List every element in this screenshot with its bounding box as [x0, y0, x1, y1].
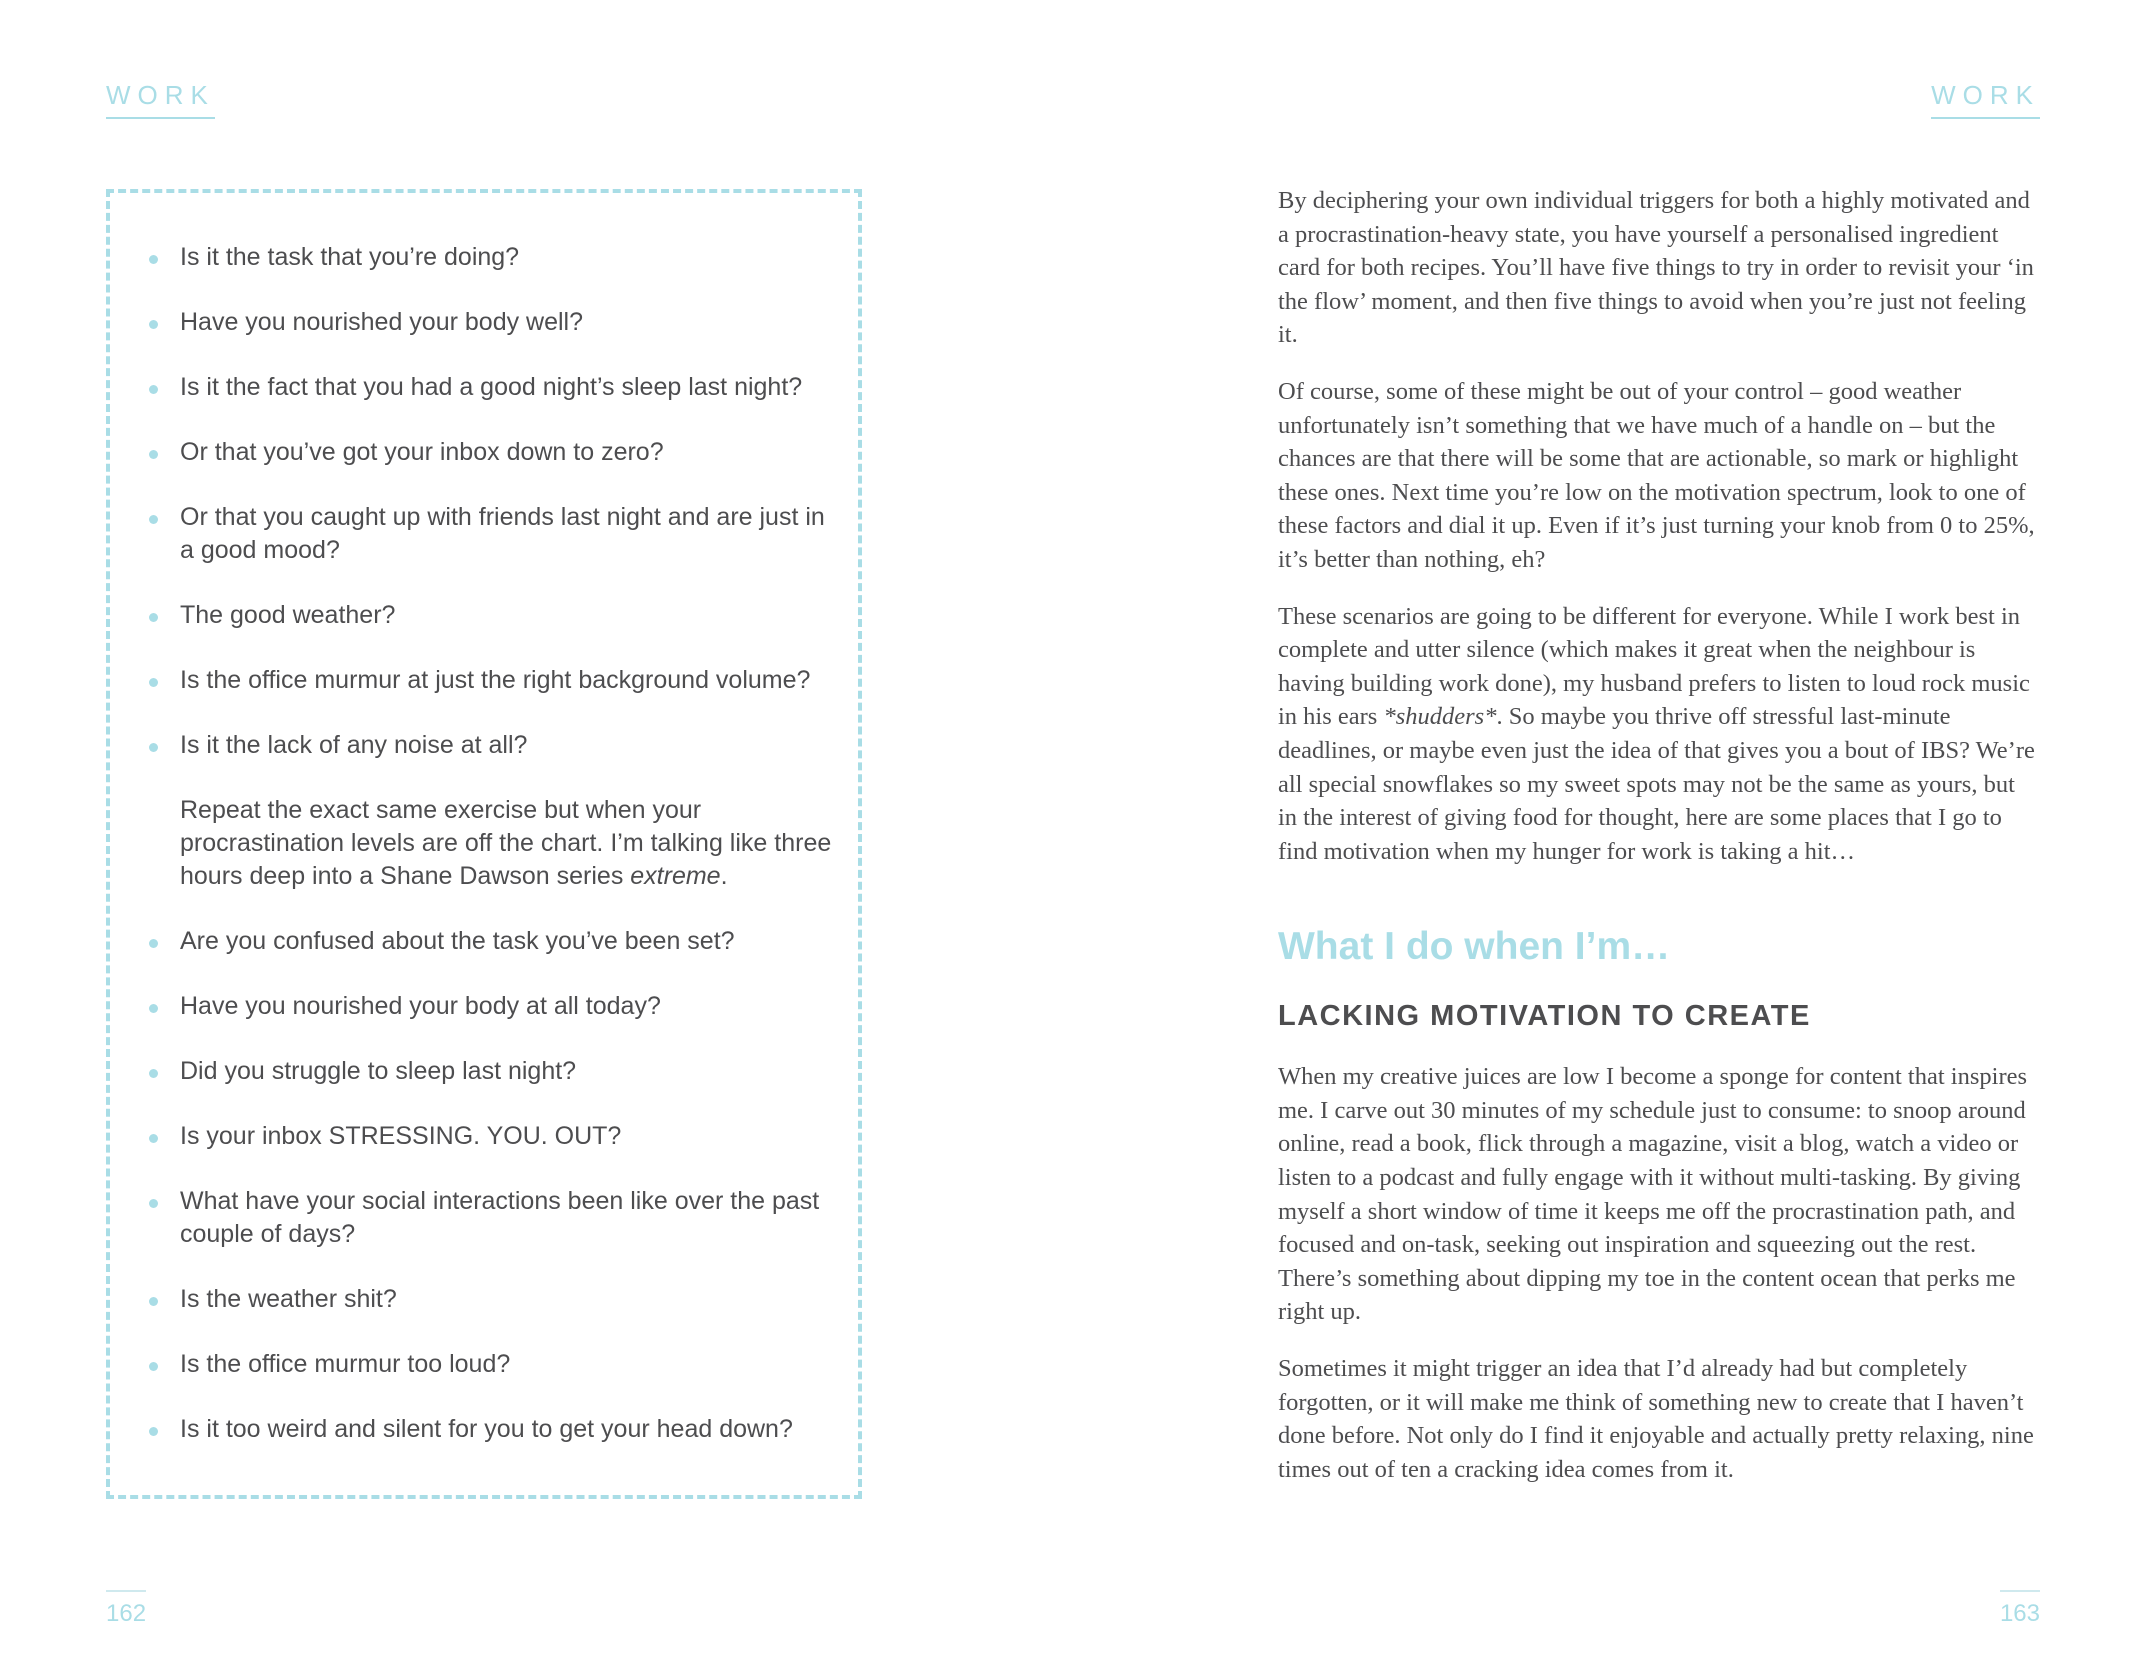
- bullet-icon: [149, 255, 158, 264]
- italic-text: extreme: [630, 862, 721, 890]
- checklist-item-text: What have your social interactions been like over the past couple of days?: [180, 1187, 820, 1248]
- checklist-item: [144, 664, 834, 697]
- checklist: [144, 241, 834, 1478]
- checklist-item-text: Is it the fact that you had a good night’s sleep last night?: [180, 373, 803, 401]
- checklist-item-text: The good weather?: [180, 601, 396, 629]
- checklist-note: [144, 794, 834, 893]
- checklist-item-text: Is the office murmur at just the right background volume?: [180, 666, 811, 694]
- bullet-icon: [149, 1134, 158, 1143]
- checklist-item: [144, 306, 834, 339]
- checklist-item-text: .: [720, 862, 728, 890]
- bullet-icon: [149, 939, 158, 948]
- paragraph: By deciphering your own individual triggers for both a highly motivated and a procrastination-heavy state, you have yourself a personalised ingredient card for both recipes. You’ll have five things to try in order to revisit your ‘in the flow’ moment, and then five things to avoid when you’re just not feeling it.: [1278, 187, 2034, 349]
- paragraph: Sometimes it might trigger an idea that I’d already had but completely forgotten, or it will make me think of something new to create that I haven’t done before. Not only do I find it enjoyable and actually pretty relaxing, nine times out of ten a cracking idea comes from it.: [1278, 1355, 2034, 1483]
- checklist-item-text: Is it too weird and silent for you to get your head down?: [180, 1415, 793, 1443]
- checklist-box: [106, 189, 862, 1499]
- checklist-item: [144, 1185, 834, 1251]
- page-number-right: 163: [2000, 1590, 2040, 1628]
- checklist-item-text: Is your inbox STRESSING. YOU. OUT?: [180, 1122, 622, 1150]
- checklist-item: [144, 599, 834, 632]
- checklist-item-text: Are you confused about the task you’ve been set?: [180, 927, 735, 955]
- bullet-icon: [149, 450, 158, 459]
- page-number-left: 162: [106, 1590, 146, 1628]
- bullet-icon: [149, 320, 158, 329]
- checklist-item-text: Is the weather shit?: [180, 1285, 397, 1313]
- bullet-icon: [149, 515, 158, 524]
- bullet-icon: [149, 1069, 158, 1078]
- body-text-column: [1278, 184, 2038, 1509]
- checklist-item-text: Or that you’ve got your inbox down to zero?: [180, 438, 664, 466]
- checklist-item-text: Is it the task that you’re doing?: [180, 243, 520, 271]
- checklist-item: [144, 925, 834, 958]
- checklist-item-text: Or that you caught up with friends last night and are just in a good mood?: [180, 503, 825, 564]
- paragraph-text: These scenarios are going to be different for everyone. While I work best in complete and utter silence (which makes it great when the neighbour is having building work done), my husband prefers to listen to loud rock music in his ears: [1278, 602, 2030, 731]
- checklist-item: [144, 1055, 834, 1088]
- paragraph-text: . So maybe you thrive off stressful last-minute deadlines, or maybe even just the idea of that gives you a bout of IBS? We’re all special snowflakes so my sweet spots may not be the same as yours, but in the interest of giving food for thought, here are some places that I go to find motivation when my hunger for work is taking a hit…: [1278, 703, 2035, 865]
- paragraph: When my creative juices are low I become a sponge for content that inspires me. I carve out 30 minutes of my schedule just to consume: to snoop around online, read a book, flick through a magazine, visit a blog, watch a video or listen to a podcast and fully engage with it without multi-tasking. By giving myself a short window of time it keeps me off the procrastination path, and focused and on-task, seeking out inspiration and squeezing out the rest. There’s something about dipping my toe in the content ocean that perks me right up.: [1278, 1063, 2028, 1326]
- checklist-item: [144, 1413, 834, 1446]
- paragraph: [1278, 600, 2038, 869]
- running-head-left: WORK: [106, 80, 215, 119]
- bullet-icon: [149, 678, 158, 687]
- checklist-item-text: Have you nourished your body well?: [180, 308, 584, 336]
- bullet-icon: [149, 385, 158, 394]
- checklist-item: [144, 371, 834, 404]
- bullet-icon: [149, 1004, 158, 1013]
- bullet-icon: [149, 1297, 158, 1306]
- paragraph: Of course, some of these might be out of your control – good weather unfortunately isn’t something that we have much of a handle on – but the chances are that there will be some that are actionable, so mark or highlight these ones. Next time you’re low on the motivation spectrum, look to one of these factors and dial it up. Even if it’s just turning your knob from 0 to 25%, it’s better than nothing, eh?: [1278, 377, 2035, 573]
- bullet-icon: [149, 1199, 158, 1208]
- checklist-item: [144, 1120, 834, 1153]
- checklist-item: [144, 436, 834, 469]
- bullet-icon: [149, 613, 158, 622]
- checklist-item: [144, 501, 834, 567]
- checklist-item: [144, 1348, 834, 1381]
- bullet-icon: [149, 1362, 158, 1371]
- section-heading: What I do when I’m…: [1278, 925, 1671, 969]
- checklist-item-text: Have you nourished your body at all today?: [180, 992, 661, 1020]
- bullet-icon: [149, 743, 158, 752]
- checklist-item-text: Repeat the exact same exercise but when your procrastination levels are off the chart. I’m talking like three hours deep into a Shane Dawson series: [180, 796, 832, 890]
- checklist-item-text: Is it the lack of any noise at all?: [180, 731, 528, 759]
- checklist-item: [144, 729, 834, 762]
- sub-heading: LACKING MOTIVATION TO CREATE: [1278, 1000, 1811, 1033]
- checklist-item: [144, 241, 834, 274]
- checklist-item-text: Did you struggle to sleep last night?: [180, 1057, 577, 1085]
- running-head-right: WORK: [1931, 80, 2040, 119]
- checklist-item-text: Is the office murmur too loud?: [180, 1350, 511, 1378]
- checklist-item: [144, 990, 834, 1023]
- checklist-item: [144, 1283, 834, 1316]
- bullet-icon: [149, 1427, 158, 1436]
- italic-text: *shudders*: [1383, 703, 1497, 731]
